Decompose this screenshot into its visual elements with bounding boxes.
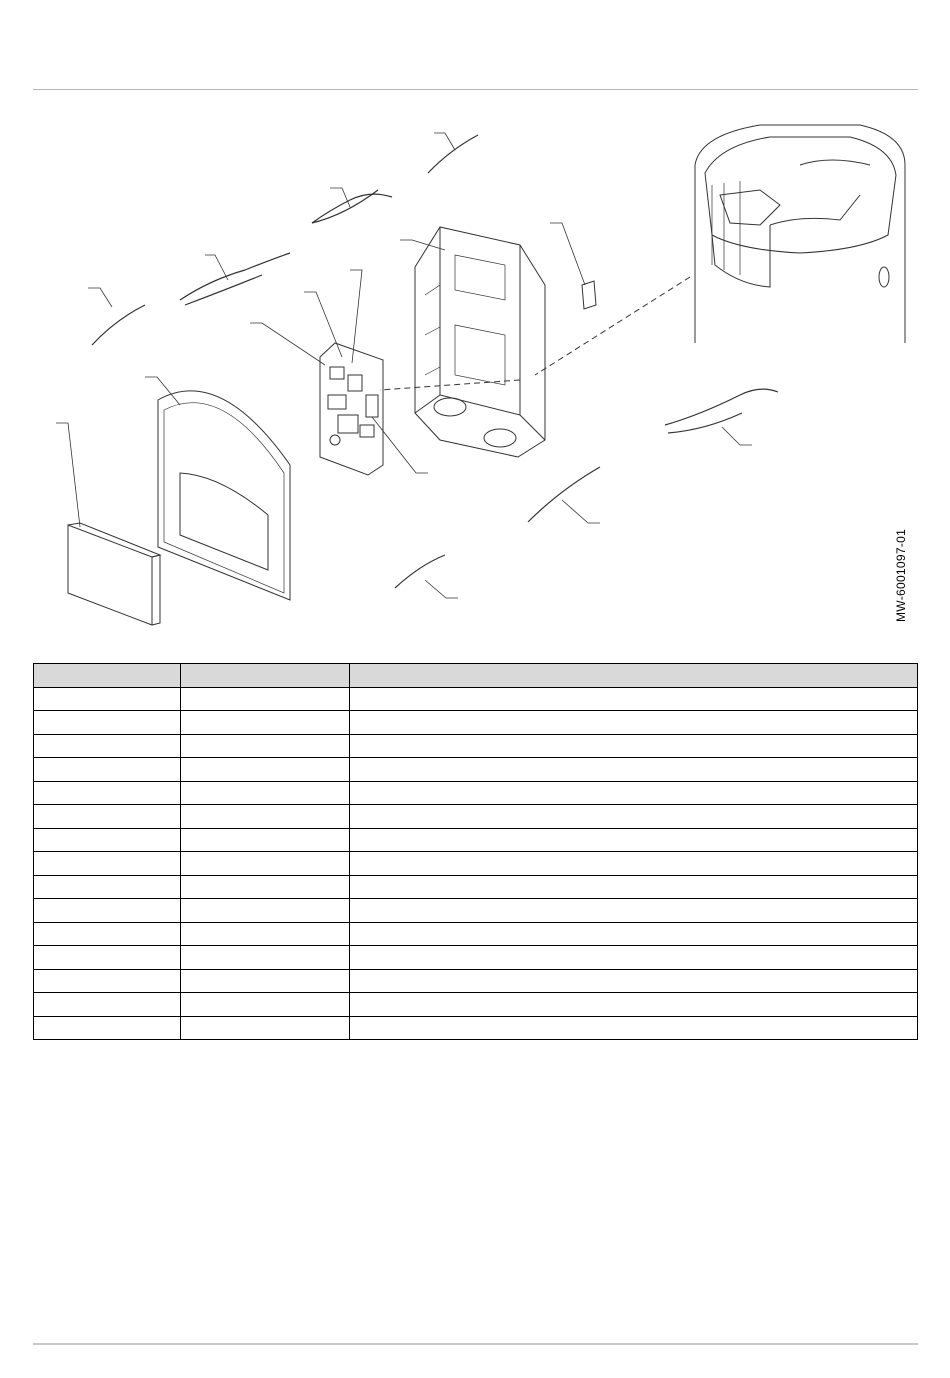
- table-row: [34, 828, 918, 852]
- table-cell: [181, 711, 350, 735]
- table-cell: [181, 969, 350, 993]
- table-cell: [181, 852, 350, 876]
- table-cell: [34, 922, 181, 946]
- assembly-axis-line: [380, 380, 520, 390]
- table-cell: [34, 687, 181, 711]
- circuit-board: [320, 343, 383, 475]
- table-cell: [34, 711, 181, 735]
- table-row: [34, 969, 918, 993]
- leader-lines: [56, 133, 752, 598]
- parts-table-body: [34, 687, 918, 1040]
- table-cell: [350, 852, 918, 876]
- table-cell: [181, 687, 350, 711]
- table-cell: [181, 1016, 350, 1040]
- column-header: [181, 664, 350, 688]
- table-row: [34, 734, 918, 758]
- drawing-reference: MW-6001097-01: [894, 528, 908, 622]
- table-cell: [350, 969, 918, 993]
- table-row: [34, 781, 918, 805]
- exploded-parts-drawing: [0, 95, 950, 655]
- table-cell: [34, 852, 181, 876]
- table-row: [34, 852, 918, 876]
- table-row: [34, 805, 918, 829]
- table-cell: [34, 734, 181, 758]
- table-cell: [34, 828, 181, 852]
- table-row: [34, 687, 918, 711]
- table-cell: [350, 1016, 918, 1040]
- front-cover: [158, 391, 290, 600]
- table-cell: [181, 734, 350, 758]
- assembly-axis-line: [535, 277, 690, 375]
- column-header: [350, 664, 918, 688]
- table-cell: [350, 687, 918, 711]
- table-cell: [181, 899, 350, 923]
- table-cell: [181, 946, 350, 970]
- table-cell: [350, 875, 918, 899]
- table-cell: [34, 758, 181, 782]
- table-cell: [350, 711, 918, 735]
- table-cell: [34, 899, 181, 923]
- table-cell: [34, 781, 181, 805]
- table-cell: [350, 946, 918, 970]
- table-cell: [181, 828, 350, 852]
- table-row: [34, 922, 918, 946]
- table-row: [34, 875, 918, 899]
- table-cell: [350, 781, 918, 805]
- table-row: [34, 946, 918, 970]
- table-row: [34, 758, 918, 782]
- table-cell: [34, 1016, 181, 1040]
- table-cell: [350, 758, 918, 782]
- cable-harnesses: [92, 135, 778, 588]
- table-cell: [181, 993, 350, 1017]
- table-row: [34, 993, 918, 1017]
- table-row: [34, 1016, 918, 1040]
- table-cell: [34, 946, 181, 970]
- table-header-row: [34, 664, 918, 688]
- table-cell: [350, 922, 918, 946]
- column-header: [34, 664, 181, 688]
- table-cell: [350, 993, 918, 1017]
- table-cell: [350, 734, 918, 758]
- table-cell: [181, 875, 350, 899]
- bracket: [582, 281, 596, 309]
- header-rule: [33, 89, 918, 90]
- parts-table: [33, 663, 918, 1040]
- table-cell: [350, 805, 918, 829]
- footer-rule: [33, 1343, 918, 1345]
- table-cell: [181, 758, 350, 782]
- table-cell: [34, 875, 181, 899]
- table-cell: [350, 899, 918, 923]
- display-panel: [68, 523, 160, 625]
- table-cell: [181, 805, 350, 829]
- table-cell: [181, 922, 350, 946]
- table-row: [34, 711, 918, 735]
- mounting-frame: [415, 227, 545, 457]
- table-cell: [34, 993, 181, 1017]
- table-cell: [34, 969, 181, 993]
- table-row: [34, 899, 918, 923]
- table-cell: [350, 828, 918, 852]
- housing-cylinder: [695, 125, 905, 343]
- table-cell: [34, 805, 181, 829]
- table-cell: [181, 781, 350, 805]
